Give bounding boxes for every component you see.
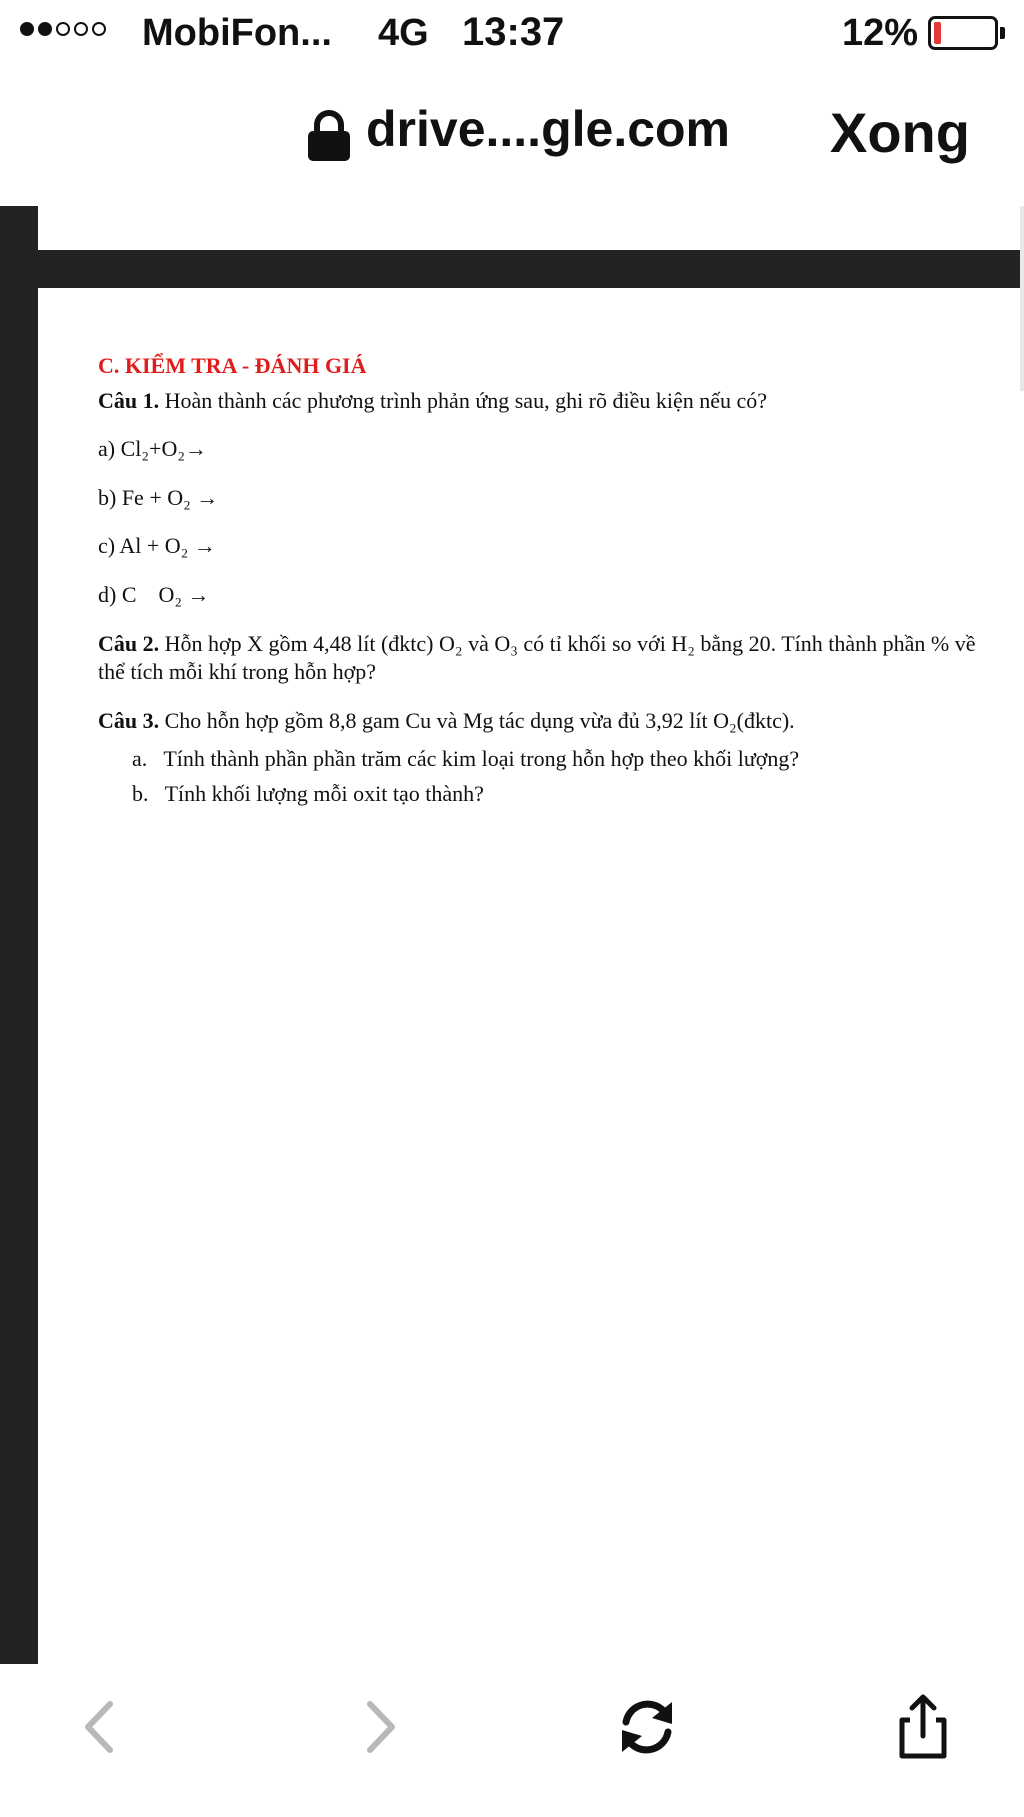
battery-tip [1000,27,1005,39]
equation-a: a) Cl₂+O₂→ [98,436,208,462]
question-1 [98,387,978,416]
done-button[interactable]: Xong [830,101,970,164]
lock-icon [306,110,352,162]
viewer-top-bar [38,250,1024,288]
bottom-toolbar [0,1664,1024,1817]
address-bar-url[interactable]: drive....gle.com [366,101,731,157]
equation-d: d) C O₂ → [98,581,210,607]
signal-strength-icon [20,22,106,36]
question-2-text: Hỗn hợp X gồm 4,48 lít (đktc) O₂ và O₃ có tỉ khối so với H₂ bằng 20. Tính thành phần % về thể tích mỗi khí trong hỗn hợp? [98,630,976,685]
carrier-name: MobiFon... [142,12,332,54]
viewer-left-margin [0,206,38,1664]
battery-icon [928,16,998,50]
question-3-text: Cho hỗn hợp gồm 8,8 gam Cu và Mg tác dụng vừa đủ 3,92 lít O₂(đktc). [164,707,795,733]
battery-percent: 12% [842,12,919,54]
list-item: b. Tính khối lượng mỗi oxit tạo thành? [132,780,484,806]
battery-level [934,22,941,44]
question-3-items [132,745,978,808]
question-1-label: Câu 1. [98,387,160,413]
question-3-label: Câu 3. [98,707,160,733]
refresh-icon[interactable] [612,1692,682,1762]
section-title: C. KIỂM TRA - ĐÁNH GIÁ [98,353,367,378]
share-icon[interactable] [888,1692,958,1762]
page-edge [1020,206,1024,391]
question-2-label: Câu 2. [98,630,160,656]
question-2 [98,630,978,687]
chevron-left-icon[interactable] [66,1692,136,1762]
equation-b: b) Fe + O₂ → [98,484,219,510]
list-item: a. Tính thành phần phần trăm các kim loại trong hỗn hợp theo khối lượng? [132,746,800,772]
document-page[interactable] [98,352,978,815]
clock: 13:37 [462,10,565,54]
chevron-right-icon[interactable] [344,1692,414,1762]
question-3 [98,707,978,736]
equation-c: c) Al + O₂ → [98,533,216,559]
network-type: 4G [378,12,429,54]
question-1-text: Hoàn thành các phương trình phản ứng sau, ghi rõ điều kiện nếu có? [164,387,768,413]
status-bar [0,0,1024,64]
